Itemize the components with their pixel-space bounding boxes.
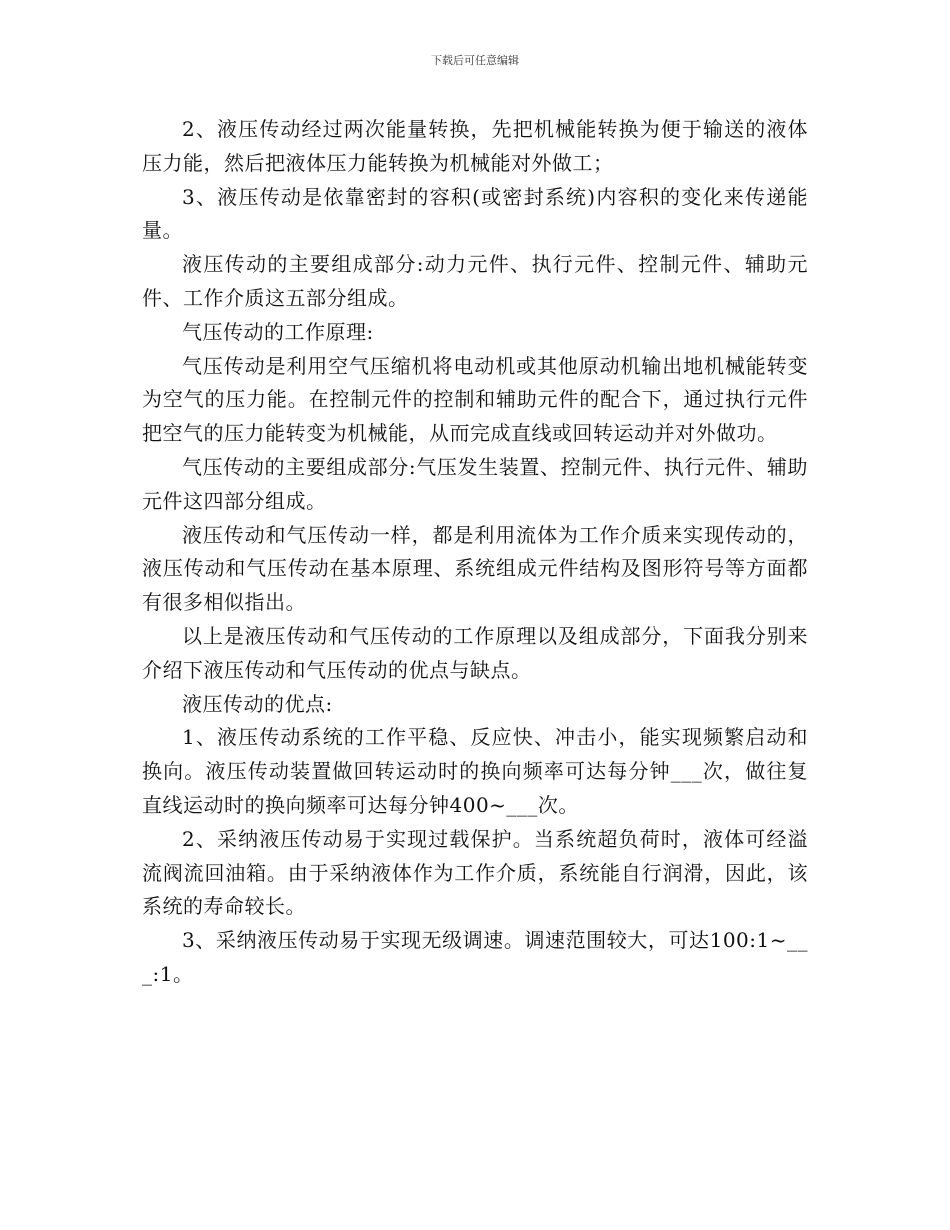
paragraph-energy-conversion: 2、液压传动经过两次能量转换，先把机械能转换为便于输送的液体压力能，然后把液体压力能转换为机械能对外做工； — [142, 117, 808, 175]
paragraph-sealed-volume: 3、液压传动是依靠密封的容积(或密封系统)内容积的变化来传递能量。 — [142, 184, 808, 243]
paragraph-advantage-3: 3、采纳液压传动易于实现无级调速。调速范围较大，可达100:1~___:1。 — [142, 928, 808, 986]
document-body — [142, 113, 808, 992]
paragraph-hydraulic-advantages-heading: 液压传动的优点: — [182, 691, 333, 716]
paragraph-advantage-1: 1、液压传动系统的工作平稳、反应快、冲击小，能实现频繁启动和换向。液压传动装置做回转运动时的换向频率可达每分钟___次，做往复直线运动时的换向频率可达每分钟400~___次。 — [142, 725, 808, 817]
paragraph-similarities: 液压传动和气压传动一样，都是利用流体为工作介质来实现传动的，液压传动和气压传动在基本原理、系统组成元件结构及图形符号等方面都有很多相似指出。 — [142, 522, 808, 615]
paragraph-pneumatic-components: 气压传动的主要组成部分:气压发生装置、控制元件、执行元件、辅助元件这四部分组成。 — [142, 454, 808, 513]
paragraph-hydraulic-components: 液压传动的主要组成部分:动力元件、执行元件、控制元件、辅助元件、工作介质这五部分组成。 — [142, 252, 808, 310]
paragraph-pneumatic-principle: 气压传动是利用空气压缩机将电动机或其他原动机输出地机械能转变为空气的压力能。在控制元件的控制和辅助元件的配合下，通过执行元件把空气的压力能转变为机械能，从而完成直线或回转运动并对外做功。 — [142, 353, 808, 446]
paragraph-advantage-2: 2、采纳液压传动易于实现过载保护。当系统超负荷时，液体可经溢流阀流回油箱。由于采纳液体作为工作介质，系统能自行润滑，因此，该系统的寿命较长。 — [142, 826, 808, 919]
paragraph-pneumatic-principle-heading: 气压传动的工作原理: — [182, 319, 374, 344]
page-header: 下载后可任意编辑 — [431, 54, 519, 67]
paragraph-transition: 以上是液压传动和气压传动的工作原理以及组成部分，下面我分别来介绍下液压传动和气压传动的优点与缺点。 — [142, 623, 808, 682]
